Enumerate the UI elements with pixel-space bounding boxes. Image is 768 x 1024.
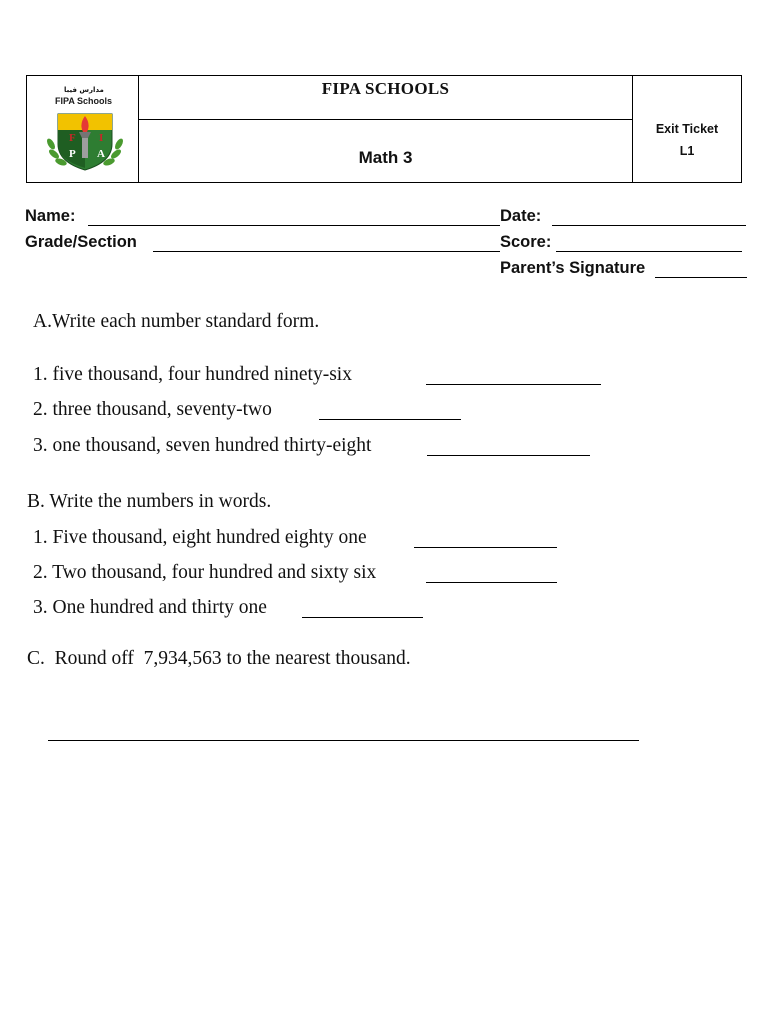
answer-line-a1[interactable] <box>426 384 601 385</box>
title-cell <box>139 76 633 182</box>
item-text: three thousand, seventy-two <box>52 399 272 420</box>
item-text: Five thousand, eight hundred eighty one <box>52 527 367 548</box>
item-text: one thousand, seven hundred thirty-eight <box>52 435 372 456</box>
subject-row <box>139 120 632 182</box>
answer-line-b3[interactable] <box>302 617 423 618</box>
parent-signature-field[interactable] <box>655 277 747 278</box>
answer-line-b1[interactable] <box>414 547 557 548</box>
section-a-item-3 <box>33 435 371 457</box>
answer-line-b2[interactable] <box>426 582 557 583</box>
subject-title: Math 3 <box>358 148 413 167</box>
score-label: Score: <box>500 233 552 251</box>
name-label: Name: <box>25 207 76 225</box>
parent-signature-label: Parent’s Signature <box>500 259 646 277</box>
item-number: 3. <box>33 435 48 456</box>
grade-section-label: Grade/Section <box>25 233 137 251</box>
section-a-text: Write each number standard form. <box>51 311 320 332</box>
section-c-instruction <box>27 648 411 670</box>
section-c-text: Round off 7,934,563 to the nearest thousand. <box>54 648 411 669</box>
answer-line-a2[interactable] <box>319 419 461 420</box>
section-b-marker: B. <box>27 491 45 512</box>
answer-line-a3[interactable] <box>427 455 590 456</box>
section-b-item-1 <box>33 527 367 549</box>
item-number: 1. <box>33 364 48 385</box>
section-a-instruction <box>33 311 319 333</box>
logo-arabic-text: مدارس فيبا <box>64 86 104 94</box>
item-text: Two thousand, four hundred and sixty six <box>52 562 377 583</box>
section-b-item-3 <box>33 597 267 619</box>
header-table <box>26 75 742 183</box>
date-field[interactable] <box>552 225 746 226</box>
logo-letter-f: F <box>69 132 76 144</box>
school-name: FIPA SCHOOLS <box>321 79 450 98</box>
item-text: One hundred and thirty one <box>52 597 267 618</box>
date-label: Date: <box>500 207 542 225</box>
ticket-title: Exit Ticket <box>655 122 719 136</box>
ticket-cell <box>633 76 741 182</box>
logo-letter-i: I <box>99 132 104 144</box>
section-a-item-1 <box>33 364 352 386</box>
logo-english-text: FIPA Schools <box>55 96 113 106</box>
score-field[interactable] <box>556 251 742 252</box>
item-number: 1. <box>33 527 48 548</box>
answer-line-c[interactable] <box>48 740 639 741</box>
name-field[interactable] <box>88 225 500 226</box>
section-b-text: Write the numbers in words. <box>49 491 272 512</box>
section-c-marker: C. <box>27 648 45 669</box>
section-b-item-2 <box>33 562 376 584</box>
item-number: 2. <box>33 399 48 420</box>
logo-letter-p: P <box>69 148 76 160</box>
section-a-item-2 <box>33 399 272 421</box>
item-number: 3. <box>33 597 48 618</box>
item-number: 2. <box>33 562 48 583</box>
ticket-level: L1 <box>679 144 695 158</box>
grade-section-field[interactable] <box>153 251 500 252</box>
logo-letter-a: A <box>97 148 105 160</box>
item-text: five thousand, four hundred ninety-six <box>52 364 352 385</box>
school-name-row <box>139 76 632 120</box>
logo-cell <box>27 76 139 182</box>
section-b-instruction <box>27 491 271 513</box>
section-a-marker: A. <box>33 311 52 332</box>
